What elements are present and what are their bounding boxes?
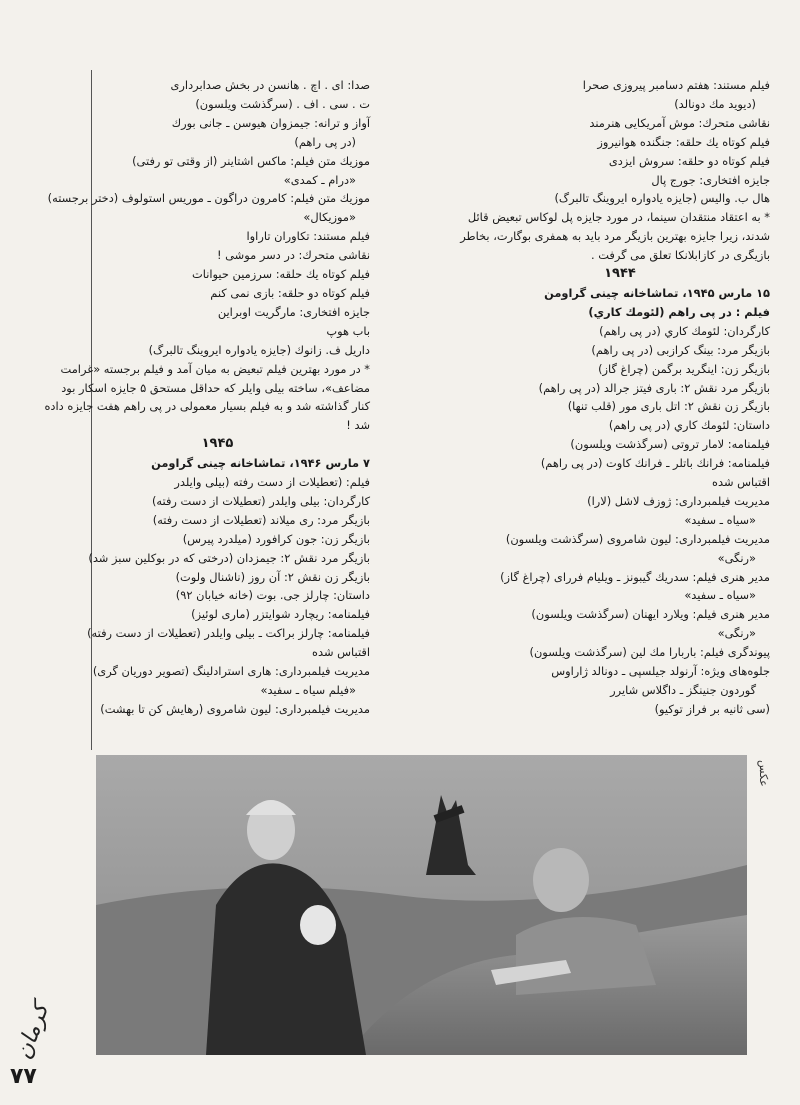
text-line: «رنگی» bbox=[717, 626, 756, 641]
text-line: فیلم: (تعطیلات از دست رفته (بیلی وایلدر bbox=[174, 475, 370, 490]
text-line: مدیریت فیلمبرداری: لیون شامروی (رهایش کن تا بهشت) bbox=[100, 701, 370, 716]
text-line: بازیگر زن: جون کرافورد (میلدرد پیرس) bbox=[182, 531, 370, 546]
right-column bbox=[430, 76, 770, 719]
text-line: فیلم مستند: تکاوران تاراوا bbox=[246, 229, 370, 244]
text-line: * به اعتقاد منتقدان سینما، در مورد جایزه پل لوکاس تبعیض قائل bbox=[467, 210, 770, 225]
text-line: کنار گذاشته شد و به فیلم بسیار معمولی در پی راهم هفت جایزه داده bbox=[44, 399, 370, 414]
text-line: ۷ مارس ۱۹۴۶، تماشاخانه چینی گراومن bbox=[151, 456, 370, 471]
text-line: نقاشی متحرك: موش آمریکایی هنرمند bbox=[589, 115, 770, 130]
text-line: ۱۹۴۵ bbox=[201, 436, 234, 452]
text-line: فیلمنامه: ریچارد شوایتزر (ماری لوئیز) bbox=[191, 607, 370, 622]
text-line: داستان: چارلز جی. بوت (خانه خیابان ۹۲) bbox=[175, 588, 370, 603]
text-line: جایزه افتخاری: جورج پال bbox=[651, 172, 770, 187]
film-still-photo bbox=[96, 755, 747, 1055]
magazine-logo: کرمان bbox=[11, 1000, 55, 1063]
text-line: فیلم کوتاه دو حلقه: بازی نمی کنم bbox=[210, 285, 370, 300]
text-line: پیوندگری فیلم: باربارا مك لین (سرگذشت ویلسون) bbox=[529, 645, 770, 660]
text-line: فیلم کوتاه دو حلقه: سروش ایزدی bbox=[608, 153, 770, 168]
text-line: فیلمنامه: لامار تروتی (سرگذشت ویلسون) bbox=[570, 437, 770, 452]
text-line: (سی ثانیه بر فراز توکیو) bbox=[654, 701, 770, 716]
text-line: بازیگر مرد نقش ۲: جیمزدان (درختی که در بوکلین سبز شد) bbox=[88, 550, 370, 565]
left-column bbox=[25, 76, 370, 719]
text-line: فیلم کوتاه یك حلقه: سرزمین حیوانات bbox=[192, 267, 370, 282]
page-number: ۷۷ bbox=[10, 1064, 37, 1089]
text-line: مدیر هنری فیلم: ویلارد ایهنان (سرگذشت ویلسون) bbox=[531, 607, 770, 622]
text-line: بازیگر مرد نقش ۲: باری فیتز جرالد (در پی راهم) bbox=[538, 380, 770, 395]
text-line: «سیاه ـ سفید» bbox=[684, 512, 756, 527]
text-line: نقاشی متحرك: در دسر موشی ! bbox=[216, 248, 370, 263]
text-line: اقتباس شده bbox=[712, 475, 770, 490]
text-line: ت . سی . اف . (سرگذشت ویلسون) bbox=[195, 96, 370, 111]
text-line: بازیگر مرد: بینگ کرازبی (در پی راهم) bbox=[591, 342, 770, 357]
text-line: ۱۹۴۴ bbox=[604, 266, 636, 282]
text-line: کارگردان: بیلی وایلدر (تعطیلات از دست رفته) bbox=[151, 493, 370, 508]
text-line: «فیلم سیاه ـ سفید» bbox=[260, 683, 356, 697]
text-line: صدا: ای . اچ . هانسن در بخش صدابرداری bbox=[170, 78, 370, 92]
text-line: مدیر هنری فیلم: سدریك گیبونز ـ ویلیام فررای (چراغ گاز) bbox=[500, 569, 770, 584]
text-line: جلوه‌های ویژه: آرنولد جیلسپی ـ دونالد ژاراوس bbox=[551, 664, 770, 679]
text-line: موزیك متن فیلم: کامرون دراگون ـ موریس استولوف (دختر برجسته) bbox=[47, 191, 370, 206]
text-line: بازیگر زن: اینگرید برگمن (چراغ گاز) bbox=[598, 361, 770, 376]
text-line: شد ! bbox=[346, 418, 370, 433]
film-still-image bbox=[96, 755, 747, 1055]
text-line: «رنگی» bbox=[717, 550, 756, 565]
skull bbox=[300, 905, 336, 945]
gravedigger-head bbox=[533, 848, 589, 912]
text-line: بازیگر زن نقش ۲: اتل باری مور (قلب تنها) bbox=[567, 399, 770, 414]
photo-caption: عکس bbox=[757, 760, 770, 787]
text-line: آواز و ترانه: جیمزوان هیوسن ـ جانی بورك bbox=[171, 115, 370, 130]
text-line: فیلم مستند: هفتم دسامبر پیروزی صحرا bbox=[582, 78, 770, 92]
text-line: مضاعف»، ساخته بیلی وایلر که حداقل مستحق ۵ جایزه اسکار بود bbox=[61, 380, 370, 395]
text-line: «موزیکال» bbox=[303, 210, 356, 225]
text-line: مدیریت فیلمبرداری: لیون شامروی (سرگذشت ویلسون) bbox=[505, 531, 770, 546]
text-line: کارگردان: لئومك كاري (در پی راهم) bbox=[599, 323, 770, 338]
text-line: هال ب. والیس (جایزه یادواره ایروینگ تالبرگ) bbox=[554, 191, 770, 206]
text-line: ۱۵ مارس ۱۹۴۵، تماشاخانه چینی گراومن bbox=[544, 285, 770, 300]
text-line: مدیریت فیلمبرداری: هاری استرادلینگ (تصویر دوریان گری) bbox=[92, 664, 370, 679]
text-line: فیلمنامه: چارلز براکت ـ بیلی وایلدر (تعطیلات از دست رفته) bbox=[87, 626, 370, 641]
text-line: مدیریت فیلمبرداری: ژوزف لاشل (لارا) bbox=[587, 493, 770, 508]
text-line: (در پی راهم) bbox=[294, 134, 356, 149]
text-line: فیلمنامه: فرانك باتلر ـ فرانك كاوت (در پی راهم) bbox=[540, 456, 770, 471]
text-line: جایزه افتخاری: مارگریت اوبراین bbox=[217, 304, 370, 319]
text-line: (دیوید مك دونالد) bbox=[674, 96, 756, 111]
text-line: * در مورد بهترین فیلم تبعیض به میان آمد و فیلم برجسته «غرامت bbox=[60, 361, 370, 376]
text-line: فیلم : در پی راهم (لئومك كاري) bbox=[588, 304, 770, 319]
text-line: اقتباس شده bbox=[312, 645, 370, 660]
text-line: شدند، زیرا جایزه بهترین بازیگر مرد باید به همفری بوگارت، بخاطر bbox=[460, 229, 770, 244]
text-line: موزیك متن فیلم: ماکس اشتاینر (از وقتی تو رفتی) bbox=[132, 153, 370, 168]
text-line: «درام ـ کمدی» bbox=[283, 172, 356, 187]
text-line: «سیاه ـ سفید» bbox=[684, 588, 756, 603]
text-line: باب هوپ bbox=[326, 323, 370, 338]
text-line: داستان: لئومك كاري (در پی راهم) bbox=[608, 418, 770, 433]
text-line: فیلم کوتاه یك حلقه: جنگنده هوانیروز bbox=[597, 134, 770, 149]
text-line: داریل ف. زانوك (جایزه یادواره ایروینگ تالبرگ) bbox=[148, 342, 370, 357]
text-line: گوردون جنینگز ـ داگلاس شایرر bbox=[610, 683, 756, 697]
text-line: بازیگری در کازابلانکا تعلق می گرفت . bbox=[590, 248, 770, 263]
text-line: بازیگر مرد: ری میلاند (تعطیلات از دست رفته) bbox=[152, 512, 370, 527]
text-line: بازیگر زن نقش ۲: آن روز (ناشنال ولوت) bbox=[175, 569, 370, 584]
